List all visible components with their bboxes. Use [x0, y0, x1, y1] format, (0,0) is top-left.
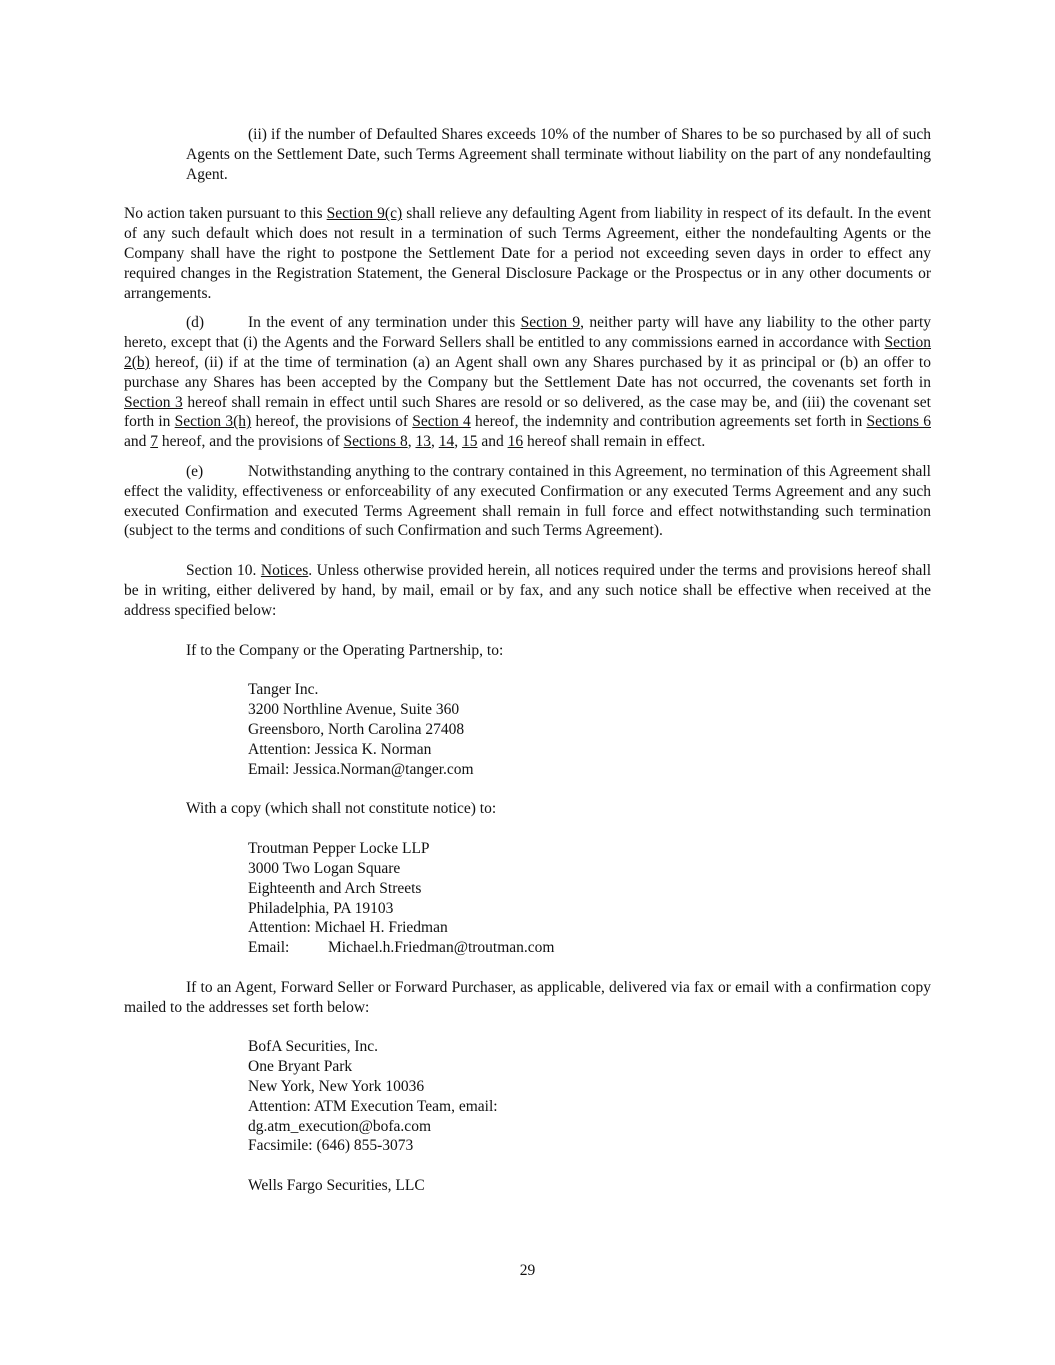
- address-line: One Bryant Park: [248, 1058, 353, 1076]
- address-line: Philadelphia, PA 19103: [248, 899, 394, 917]
- address-line: 3200 Northline Avenue, Suite 360: [248, 701, 460, 719]
- section-10-title: Notices: [260, 562, 309, 580]
- company-intro: If to the Company or the Operating Partnership, to:: [186, 641, 504, 659]
- paragraph-d: (d) In the event of any termination under this Section 9, neither party will have any liability to the other party hereto, except that (i) the Agents and the Forward Sellers shall be entitled to any commissions earned in accordance with Section 2(b) hereof, (ii) if at the time of termination (a) an Agent shall own any Shares purchased by it as principal or (b) an offer to purchase any Shares has been accepted by the Company but the Settlement Date has not occurred, the covenants set forth in Section 3 hereof shall remain in effect until such Shares are resold or so delivered, as the case may be, and (iii) the covenant set forth in Section 3(h) hereof, the provisions of Section 4 hereof, the indemnity and contribution agreements set forth in Sections 6 and 7 hereof, and the provisions of Sections 8, 13, 14, 15 and 16 hereof shall remain in effect.: [124, 314, 931, 451]
- no-action-paragraph: No action taken pursuant to this Section 9(c) shall relieve any defaulting Agent from liability in respect of its default. In the event of any such default which does not result in a termination of such Terms Agreement, either the nondefaulting Agents or the Company shall have the right to postpone the Settlement Date for a period not exceeding seven days in order to effect any required changes in the Registration Statement, the General Disclosure Package or the Prospectus or in any other documents or arrangements.: [124, 205, 931, 302]
- address-line: Tanger Inc.: [248, 681, 319, 699]
- counsel-address-block: [248, 839, 931, 958]
- paragraph-d-label: (d): [186, 314, 205, 332]
- section-10-paragraph: Section 10. Notices. Unless otherwise provided herein, all notices required under the terms and provisions hereof shall be in writing, either delivered by hand, by mail, email or by fax, and any such notice shall be effective when received at the address specified below:: [124, 562, 931, 619]
- wells-address-block: [248, 1176, 931, 1196]
- address-line: New York, New York 10036: [248, 1078, 425, 1096]
- copy-intro: With a copy (which shall not constitute notice) to:: [186, 800, 497, 818]
- address-line: Email: Jessica.Norman@tanger.com: [248, 760, 474, 778]
- paragraph-e: (e) Notwithstanding anything to the contrary contained in this Agreement, no termination of this Agreement shall effect the validity, effectiveness or enforceability of any executed Confirmation or any executed Terms Agreement and any such executed Confirmation and executed Terms Agreement shall remain in full force and effect notwithstanding such termination (subject to the terms and conditions of such Confirmation and such Terms Agreement).: [124, 462, 931, 540]
- address-line: Eighteenth and Arch Streets: [248, 879, 422, 897]
- address-line-email: Email: Michael.h.Friedman@troutman.com: [248, 939, 555, 957]
- address-line: dg.atm_execution@bofa.com: [248, 1117, 431, 1135]
- address-line: Greensboro, North Carolina 27408: [248, 720, 465, 738]
- company-address-block: [248, 680, 931, 779]
- paragraph-e-label: (e): [186, 462, 204, 480]
- document-body: [124, 125, 931, 1196]
- page-number: 29: [519, 1262, 536, 1279]
- section-ref-9c: Section 9(c): [326, 205, 403, 223]
- address-line: Attention: Michael H. Friedman: [248, 919, 448, 937]
- address-line: BofA Securities, Inc.: [248, 1038, 379, 1056]
- agent-intro: If to an Agent, Forward Seller or Forward Purchaser, as applicable, delivered via fax or email with a confirmation copy mailed to the addresses set forth below:: [124, 978, 931, 1016]
- address-line: Troutman Pepper Locke LLP: [248, 840, 430, 858]
- paragraph-ii: (ii) if the number of Defaulted Shares exceeds 10% of the number of Shares to be so purchased by all of such Agents on the Settlement Date, such Terms Agreement shall terminate without liability on the part of any nondefaulting Agent.: [186, 126, 931, 183]
- address-line: Attention: Jessica K. Norman: [248, 740, 432, 758]
- address-line: Attention: ATM Execution Team, email:: [248, 1097, 498, 1115]
- bofa-address-block: [248, 1037, 931, 1156]
- address-line: Facsimile: (646) 855-3073: [248, 1137, 414, 1155]
- address-line: 3000 Two Logan Square: [248, 859, 401, 877]
- address-line: Wells Fargo Securities, LLC: [248, 1177, 425, 1195]
